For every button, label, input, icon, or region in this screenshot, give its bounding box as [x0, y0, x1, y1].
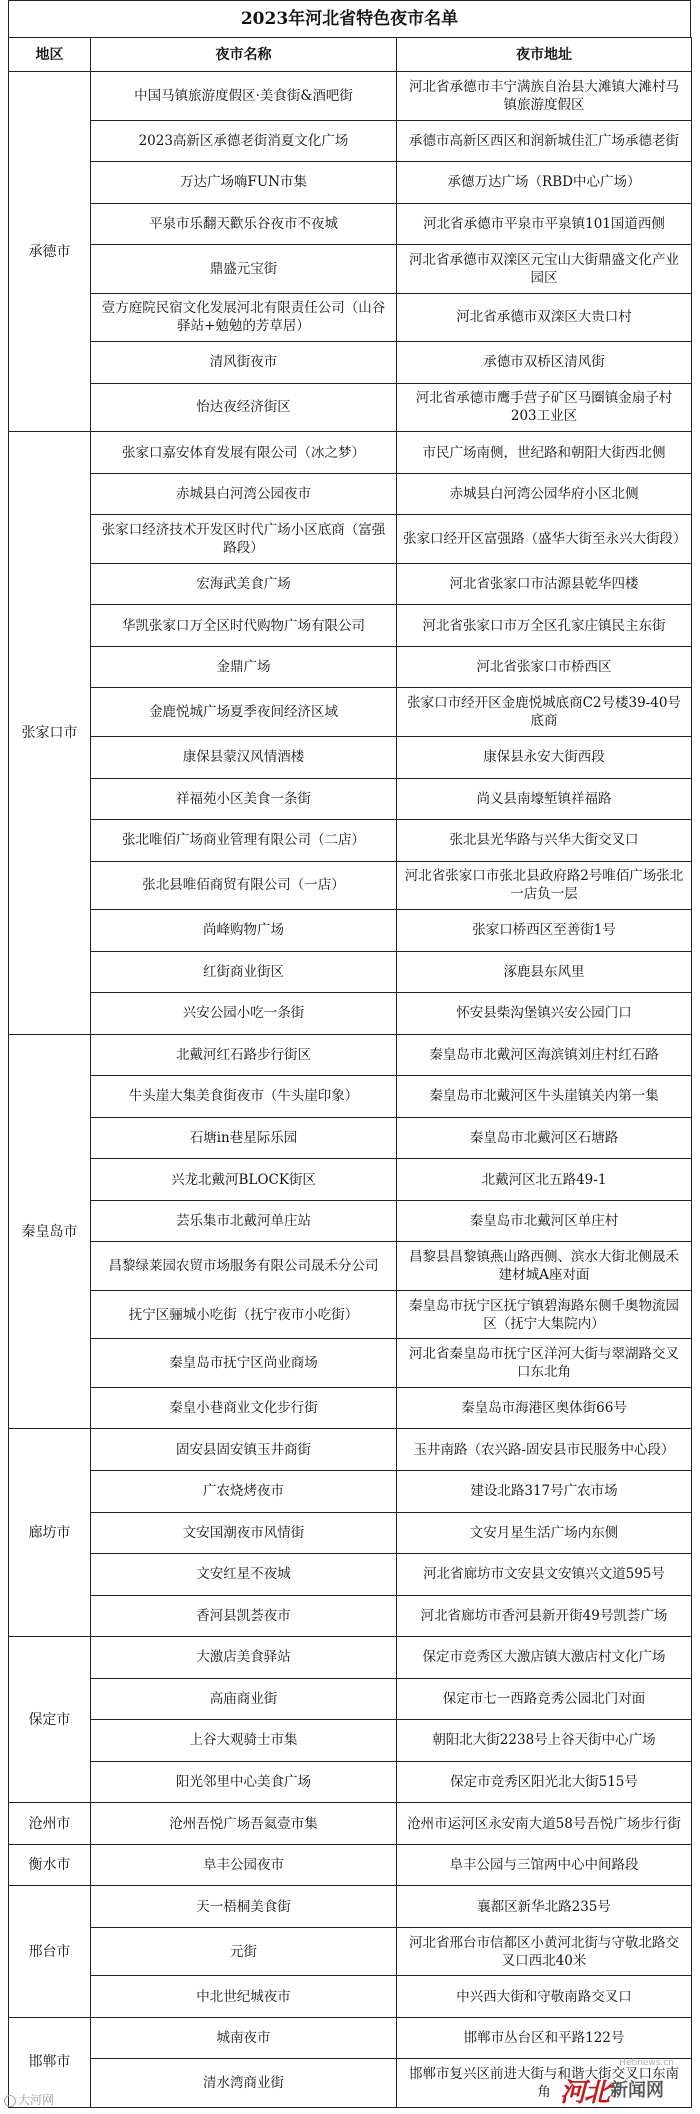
table-row [9, 1678, 692, 1720]
table-row [9, 1290, 692, 1339]
market-name-cell: 张北唯佰广场商业管理有限公司（二店） [91, 820, 397, 862]
market-name-cell: 文安国潮夜市风情街 [91, 1512, 397, 1554]
market-name-cell: 2023高新区承德老街消夏文化广场 [91, 120, 397, 162]
market-name-cell: 华凯张家口万全区时代购物广场有限公司 [91, 605, 397, 647]
table-row [9, 120, 692, 162]
region-cell: 承德市 [9, 72, 91, 432]
table-row [9, 432, 692, 474]
market-address-cell: 承德万达广场（RBD中心广场） [397, 162, 692, 204]
table-row [9, 1637, 692, 1679]
market-address-cell: 河北省承德市丰宁满族自治县大滩镇大滩村马镇旅游度假区 [397, 72, 692, 121]
market-address-cell: 河北省廊坊市香河县新开街49号凯荟广场 [397, 1595, 692, 1637]
market-address-cell: 邯郸市丛台区和平路122号 [397, 2017, 692, 2059]
document [8, 0, 691, 2108]
watermark-left-text: 大河网 [18, 2093, 55, 2107]
market-name-cell: 元街 [91, 1927, 397, 1976]
table-row [9, 1844, 692, 1886]
table-row [9, 1034, 692, 1076]
market-name-cell: 大激店美食驿站 [91, 1637, 397, 1679]
market-name-cell: 祥福苑小区美食一条街 [91, 778, 397, 820]
table-row [9, 1242, 692, 1291]
market-address-cell: 北戴河区北五路49-1 [397, 1159, 692, 1201]
region-cell: 邢台市 [9, 1886, 91, 2018]
market-address-cell: 保定市七一西路竞秀公园北门对面 [397, 1678, 692, 1720]
weibo-icon [4, 2095, 16, 2107]
table-row [9, 162, 692, 204]
market-address-cell: 中兴西大街和守敬南路交叉口 [397, 1976, 692, 2018]
market-name-cell: 平泉市乐翻天歡乐谷夜市不夜城 [91, 203, 397, 245]
market-address-cell: 康保县永安大街西段 [397, 736, 692, 778]
table-row [9, 1117, 692, 1159]
market-name-cell: 文安红星不夜城 [91, 1554, 397, 1596]
region-cell: 沧州市 [9, 1803, 91, 1845]
market-address-cell: 邯郸市复兴区前进大街与和谐大街交叉口东南角 [397, 2059, 692, 2108]
market-name-cell: 张家口嘉安体育发展有限公司（冰之梦） [91, 432, 397, 474]
market-name-cell: 固安县固安镇玉井商街 [91, 1429, 397, 1471]
market-address-cell: 秦皇岛市北戴河区牛头崖镇关内第一集 [397, 1076, 692, 1118]
market-address-cell: 怀安县柴沟堡镇兴安公园门口 [397, 993, 692, 1035]
table-row [9, 1927, 692, 1976]
market-address-cell: 河北省承德市平泉市平泉镇101国道西侧 [397, 203, 692, 245]
table-row [9, 1976, 692, 2018]
table-row [9, 861, 692, 910]
market-address-cell: 河北省承德市双滦区元宝山大街鼎盛文化产业园区 [397, 245, 692, 294]
table-row [9, 1761, 692, 1803]
night-market-table [8, 37, 692, 2108]
region-cell: 秦皇岛市 [9, 1034, 91, 1429]
table-row [9, 1159, 692, 1201]
market-address-cell: 河北省张家口市桥西区 [397, 646, 692, 688]
market-name-cell: 宏海武美食广场 [91, 563, 397, 605]
table-row [9, 245, 692, 294]
market-address-cell: 河北省张家口市万全区孔家庄镇民主东街 [397, 605, 692, 647]
market-address-cell: 秦皇岛市海港区奥体街66号 [397, 1387, 692, 1429]
table-row [9, 1387, 692, 1429]
market-name-cell: 北戴河红石路步行街区 [91, 1034, 397, 1076]
market-address-cell: 河北省秦皇岛市抚宁区洋河大街与翠湖路交叉口东北角 [397, 1339, 692, 1388]
market-name-cell: 红街商业街区 [91, 951, 397, 993]
market-name-cell: 沧州吾悦广场吾氦壹市集 [91, 1803, 397, 1845]
market-name-cell: 上谷大观骑士市集 [91, 1720, 397, 1762]
region-cell: 保定市 [9, 1637, 91, 1803]
market-name-cell: 金鹿悦城广场夏季夜间经济区域 [91, 688, 397, 737]
market-address-cell: 涿鹿县东风里 [397, 951, 692, 993]
table-row [9, 203, 692, 245]
market-address-cell: 玉井南路（农兴路-固安县市民服务中心段） [397, 1429, 692, 1471]
region-cell: 衡水市 [9, 1844, 91, 1886]
table-row [9, 515, 692, 564]
region-cell: 张家口市 [9, 432, 91, 1034]
market-address-cell: 张家口经开区富强路（盛华大街至永兴大街段） [397, 515, 692, 564]
table-row [9, 1554, 692, 1596]
market-address-cell: 尚义县南壕堑镇祥福路 [397, 778, 692, 820]
market-address-cell: 文安月星生活广场内东侧 [397, 1512, 692, 1554]
table-row [9, 778, 692, 820]
table-row [9, 1595, 692, 1637]
table-row [9, 1200, 692, 1242]
market-name-cell: 鼎盛元宝街 [91, 245, 397, 294]
header-market-address: 夜市地址 [397, 38, 692, 72]
table-row [9, 951, 692, 993]
table-row [9, 688, 692, 737]
market-address-cell: 朝阳北大街2238号上谷天街中心广场 [397, 1720, 692, 1762]
market-name-cell: 牛头崖大集美食街夜市（牛头崖印象） [91, 1076, 397, 1118]
market-name-cell: 香河县凯荟夜市 [91, 1595, 397, 1637]
table-row [9, 820, 692, 862]
market-address-cell: 河北省承德市双滦区大贵口村 [397, 293, 692, 342]
market-name-cell: 天一梧桐美食街 [91, 1886, 397, 1928]
watermark-left [4, 2091, 54, 2108]
market-name-cell: 壹方庭院民宿文化发展河北有限责任公司（山谷驿站+勉勉的芳草居） [91, 293, 397, 342]
watermark-site: Hebnews.cn [619, 2058, 674, 2068]
market-name-cell: 清风街夜市 [91, 342, 397, 384]
market-name-cell: 芸乐集市北戴河单庄站 [91, 1200, 397, 1242]
watermark-name: 新闻网 [610, 2080, 664, 2101]
market-name-cell: 高庙商业街 [91, 1678, 397, 1720]
region-cell: 邯郸市 [9, 2017, 91, 2107]
market-address-cell: 河北省张家口市张北县政府路2号唯佰广场张北一店负一层 [397, 861, 692, 910]
market-name-cell: 秦皇岛市抚宁区尚业商场 [91, 1339, 397, 1388]
table-row [9, 1886, 692, 1928]
market-name-cell: 阜丰公园夜市 [91, 1844, 397, 1886]
market-name-cell: 兴龙北戴河BLOCK街区 [91, 1159, 397, 1201]
market-name-cell: 万达广场嗨FUN市集 [91, 162, 397, 204]
market-address-cell: 秦皇岛市北戴河区石塘路 [397, 1117, 692, 1159]
market-name-cell: 康保县蒙汉风情酒楼 [91, 736, 397, 778]
market-address-cell: 阜丰公园与三馆两中心中间路段 [397, 1844, 692, 1886]
table-row [9, 1512, 692, 1554]
market-address-cell: 承德市双桥区清风街 [397, 342, 692, 384]
market-address-cell: 赤城县白河湾公园华府小区北侧 [397, 473, 692, 515]
market-name-cell: 张北县唯佰商贸有限公司（一店） [91, 861, 397, 910]
table-row [9, 383, 692, 432]
table-header-row [9, 38, 692, 72]
table-row [9, 1429, 692, 1471]
market-name-cell: 广农烧烤夜市 [91, 1471, 397, 1513]
market-address-cell: 保定市竞秀区大激店镇大激店村文化广场 [397, 1637, 692, 1679]
table-row [9, 605, 692, 647]
market-name-cell: 阳光邻里中心美食广场 [91, 1761, 397, 1803]
table-row [9, 1720, 692, 1762]
market-address-cell: 河北省承德市鹰手营子矿区马圈镇金扇子村203工业区 [397, 383, 692, 432]
region-cell: 廊坊市 [9, 1429, 91, 1637]
table-row [9, 293, 692, 342]
market-name-cell: 秦皇小巷商业文化步行街 [91, 1387, 397, 1429]
market-name-cell: 尚峰购物广场 [91, 910, 397, 952]
market-address-cell: 秦皇岛市北戴河区海滨镇刘庄村红石路 [397, 1034, 692, 1076]
table-row [9, 1076, 692, 1118]
market-name-cell: 兴安公园小吃一条街 [91, 993, 397, 1035]
table-row [9, 910, 692, 952]
table-row [9, 473, 692, 515]
market-address-cell: 张北县光华路与兴华大街交叉口 [397, 820, 692, 862]
market-address-cell: 河北省邢台市信都区小黄河北街与守敬北路交叉口西北40米 [397, 1927, 692, 1976]
market-address-cell: 张家口桥西区至善街1号 [397, 910, 692, 952]
table-row [9, 1471, 692, 1513]
market-address-cell: 昌黎县昌黎镇燕山路西侧、滨水大街北侧晟禾建材城A座对面 [397, 1242, 692, 1291]
market-address-cell: 襄都区新华北路235号 [397, 1886, 692, 1928]
market-address-cell: 张家口市经开区金鹿悦城底商C2号楼39-40号底商 [397, 688, 692, 737]
table-row [9, 736, 692, 778]
table-row [9, 563, 692, 605]
market-name-cell: 中北世纪城夜市 [91, 1976, 397, 2018]
table-row [9, 72, 692, 121]
watermark-right [560, 2052, 680, 2108]
market-name-cell: 昌黎绿莱园农贸市场服务有限公司晟禾分公司 [91, 1242, 397, 1291]
market-name-cell: 石塘in巷星际乐园 [91, 1117, 397, 1159]
market-address-cell: 河北省廊坊市文安县文安镇兴文道595号 [397, 1554, 692, 1596]
watermark-logo: 河北 [560, 2078, 609, 2108]
market-name-cell: 张家口经济技术开发区时代广场小区底商（富强路段） [91, 515, 397, 564]
table-row [9, 342, 692, 384]
market-name-cell: 中国马镇旅游度假区·美食街&酒吧街 [91, 72, 397, 121]
page-title: 2023年河北省特色夜市名单 [8, 0, 691, 37]
table-body [9, 72, 692, 2108]
market-name-cell: 怡达夜经济街区 [91, 383, 397, 432]
header-market-name: 夜市名称 [91, 38, 397, 72]
table-row [9, 646, 692, 688]
market-address-cell: 河北省张家口市沽源县乾华四楼 [397, 563, 692, 605]
market-name-cell: 城南夜市 [91, 2017, 397, 2059]
market-address-cell: 市民广场南侧，世纪路和朝阳大街西北侧 [397, 432, 692, 474]
market-address-cell: 沧州市运河区永安南大道58号吾悦广场步行街 [397, 1803, 692, 1845]
market-address-cell: 保定市竞秀区阳光北大街515号 [397, 1761, 692, 1803]
market-address-cell: 承德市高新区西区和润新城佳汇广场承德老街 [397, 120, 692, 162]
market-name-cell: 清水湾商业街 [91, 2059, 397, 2108]
market-name-cell: 抚宁区骊城小吃街（抚宁夜市小吃街） [91, 1290, 397, 1339]
table-row [9, 1803, 692, 1845]
table-row [9, 993, 692, 1035]
market-address-cell: 秦皇岛市抚宁区抚宁镇碧海路东侧千奥物流园区（抚宁大集院内） [397, 1290, 692, 1339]
market-address-cell: 秦皇岛市北戴河区单庄村 [397, 1200, 692, 1242]
market-address-cell: 建设北路317号广农市场 [397, 1471, 692, 1513]
header-region: 地区 [9, 38, 91, 72]
market-name-cell: 金鼎广场 [91, 646, 397, 688]
market-name-cell: 赤城县白河湾公园夜市 [91, 473, 397, 515]
table-row [9, 1339, 692, 1388]
